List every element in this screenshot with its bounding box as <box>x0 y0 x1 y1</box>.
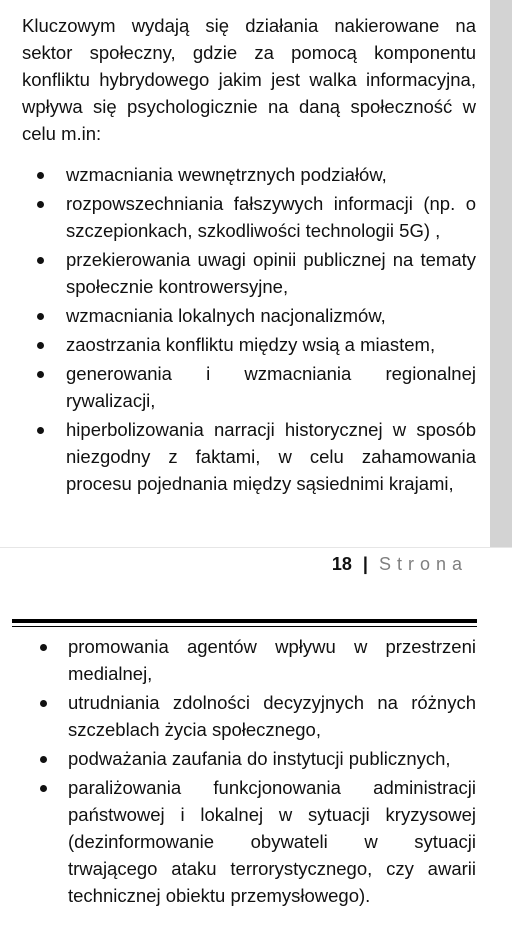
page-footer <box>332 552 468 576</box>
list-item-text: wzmacniania wewnętrznych podziałów, <box>66 164 387 185</box>
list-item-text: rozpowszechniania fałszywych informacji (np. o szczepionkach, szkodliwości technologii 5G) , <box>66 193 476 241</box>
intro-paragraph: Kluczowym wydają się działania nakierowane na sektor społeczny, gdzie za pomocą komponentu konfliktu hybrydowego jakim jest walka informacyjna, wpływa się psychologicznie na daną społeczność w celu m.in: <box>22 15 476 144</box>
list-item <box>0 416 490 497</box>
bullet-icon <box>37 257 44 264</box>
list-item <box>0 331 490 358</box>
bullet-icon <box>37 371 44 378</box>
list-item-text: hiperbolizowania narracji historycznej w sposób niezgodny z faktami, w celu zahamowania procesu pojednania między sąsiednimi krajami, <box>66 419 476 494</box>
list-item-text: promowania agentów wpływu w przestrzeni medialnej, <box>68 636 476 684</box>
footer-divider <box>0 547 512 548</box>
bullet-icon <box>37 427 44 434</box>
header-rule-thin <box>12 626 477 627</box>
list-item <box>0 774 490 909</box>
page-gap <box>0 580 512 616</box>
bullet-icon <box>37 201 44 208</box>
list-item-text: zaostrzania konfliktu między wsią a miastem, <box>66 334 436 355</box>
bullet-icon <box>40 785 47 792</box>
bullet-icon <box>40 756 47 763</box>
list-item-text: paraliżowania funkcjonowania administracji państwowej i lokalnej w sytuacji kryzysowej (dezinformowanie obywateli w sytuacji trwającego ataku terrorystycznego, czy awarii technicznej obiektu przemysłowego). <box>68 777 476 906</box>
list-item-text: wzmacniania lokalnych nacjonalizmów, <box>66 305 386 326</box>
list-item <box>0 302 490 329</box>
page-number: 18 <box>331 554 352 574</box>
header-rule-thick <box>12 619 477 623</box>
bullet-list-page-18 <box>0 161 490 499</box>
list-item <box>0 246 490 300</box>
bullet-icon <box>37 313 44 320</box>
list-item-text: generowania i wzmacniania regionalnej rywalizacji, <box>66 363 476 411</box>
bullet-icon <box>40 644 47 651</box>
footer-label: Strona <box>378 554 468 574</box>
list-item <box>0 161 490 188</box>
list-item-text: utrudniania zdolności decyzyjnych na różnych szczeblach życia społecznego, <box>68 692 476 740</box>
footer-separator: | <box>362 554 368 574</box>
list-item-text: podważania zaufania do instytucji publicznych, <box>68 748 451 769</box>
bullet-icon <box>37 342 44 349</box>
bullet-icon <box>40 700 47 707</box>
bullet-list-page-19 <box>0 633 490 911</box>
list-item <box>0 360 490 414</box>
list-item-text: przekierowania uwagi opinii publicznej na tematy społecznie kontrowersyjne, <box>66 249 476 297</box>
scroll-margin-strip <box>490 0 512 548</box>
bullet-icon <box>37 172 44 179</box>
list-item <box>0 190 490 244</box>
list-item <box>0 633 490 687</box>
list-item <box>0 689 490 743</box>
list-item <box>0 745 490 772</box>
